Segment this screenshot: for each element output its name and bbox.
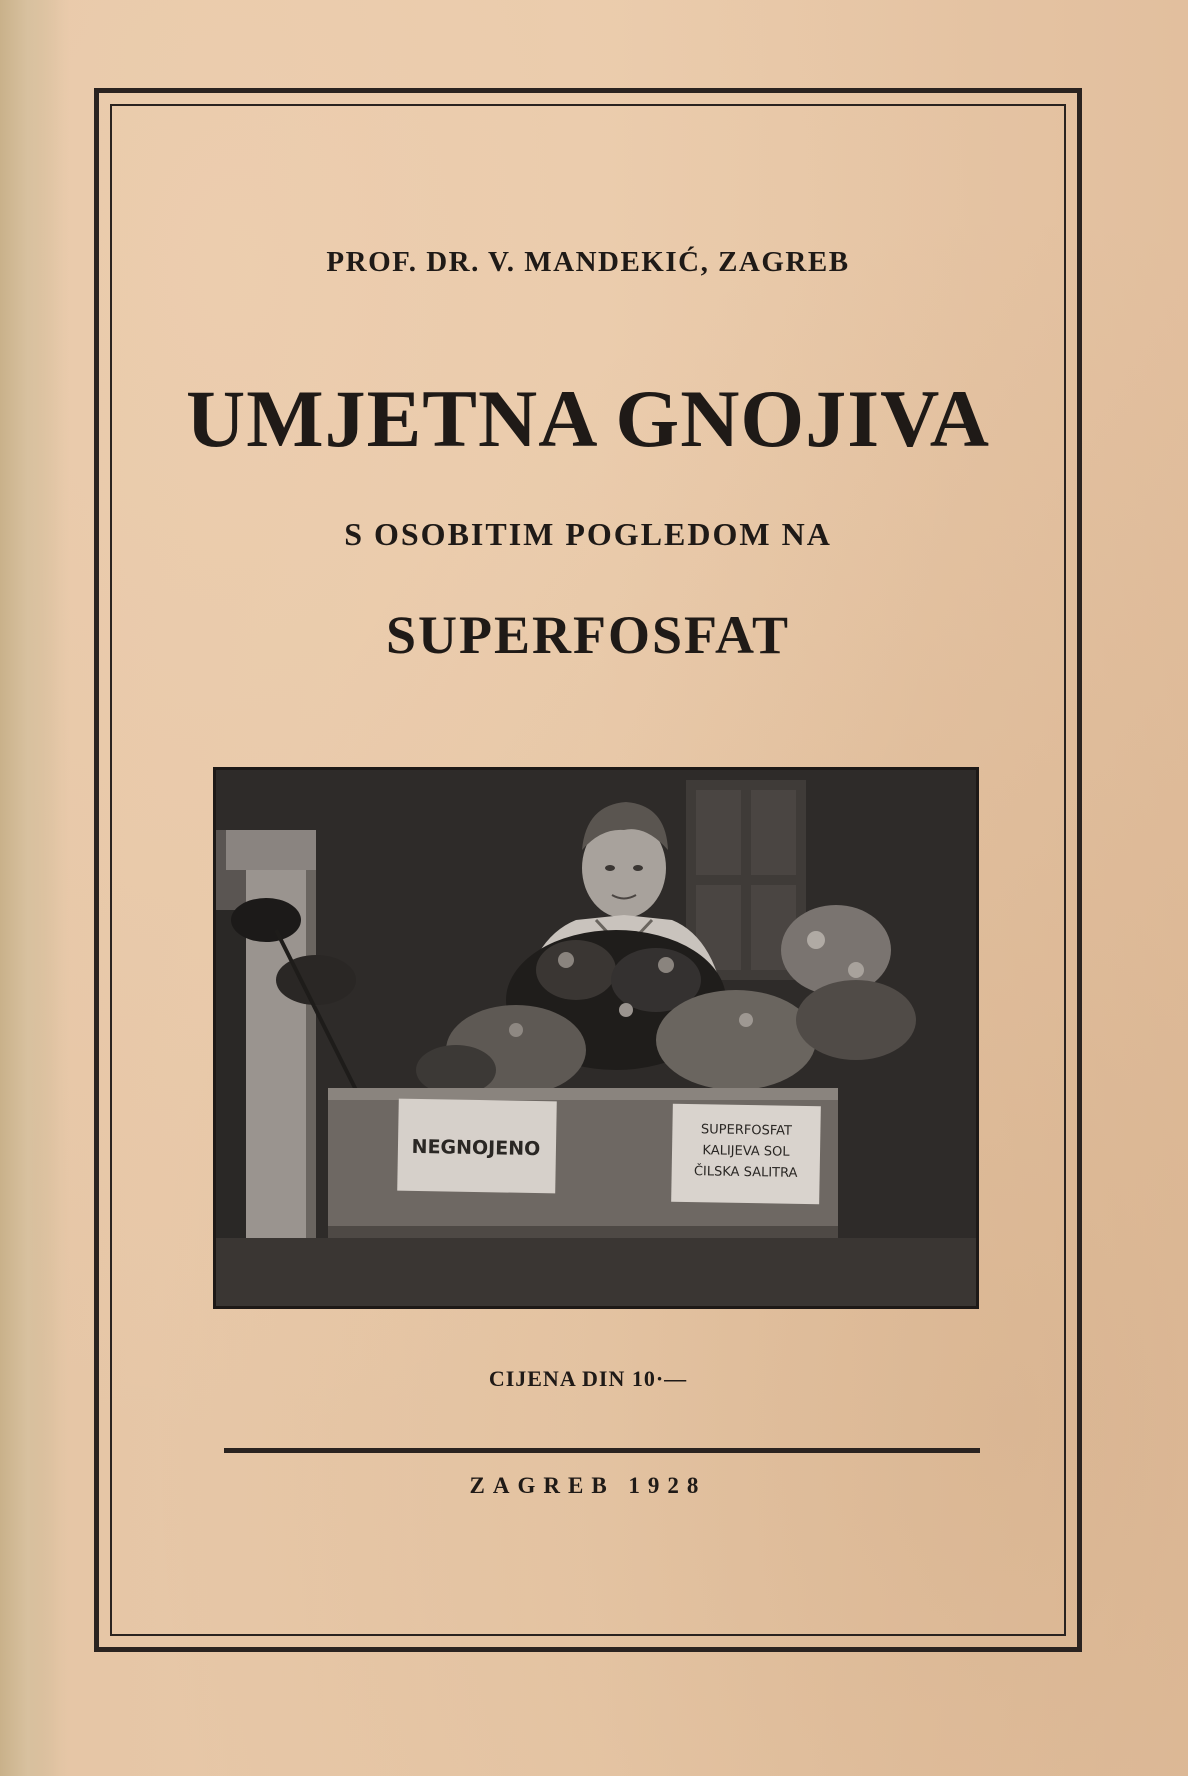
author-line [110, 246, 1066, 279]
sign-left-text: NEGNOJENO [411, 1135, 541, 1161]
sign-right-line-3: ČILSKA SALITRA [693, 1164, 798, 1181]
worn-spine-edge [0, 0, 70, 1776]
cover-title: UMJETNA GNOJIVA [186, 373, 990, 464]
price-label: CIJENA DIN 10·— [488, 1366, 688, 1391]
place-and-year: ZAGREB 1928 [469, 1473, 707, 1498]
sign-right-line-1: SUPERFOSFAT [700, 1122, 793, 1139]
author-text: PROF. DR. V. MANDEKIĆ, ZAGREB [326, 246, 850, 278]
cover-subtitle: S OSOBITIM POGLEDOM NA [344, 516, 832, 552]
photo-illustration [216, 770, 976, 1306]
cover-photograph [213, 767, 979, 1309]
sign-right-line-2: KALIJEVA SOL [702, 1143, 790, 1160]
cover-subject: SUPERFOSFAT [385, 605, 791, 665]
horizontal-rule [224, 1448, 980, 1453]
